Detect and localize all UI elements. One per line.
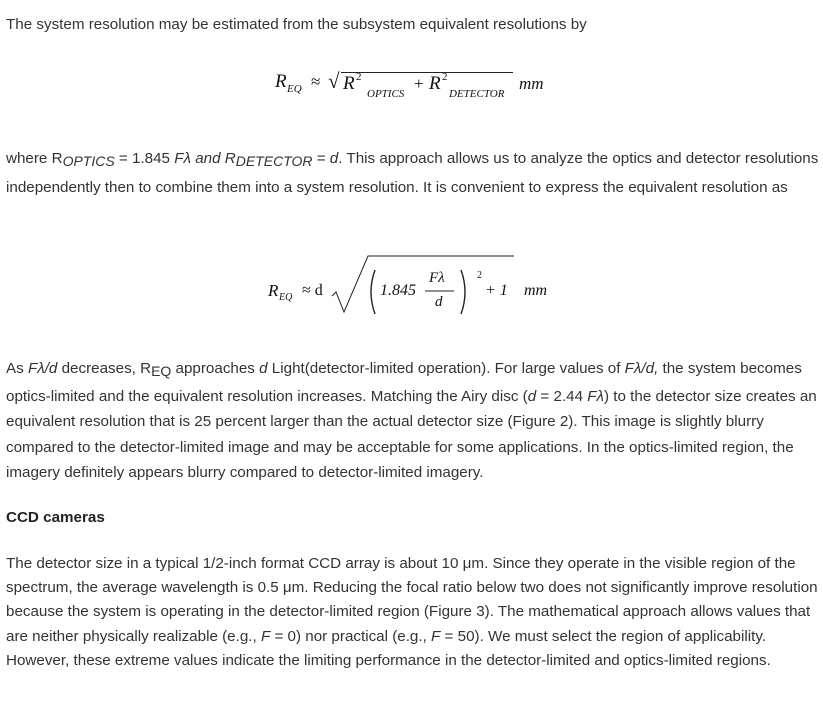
- section-heading-ccd-cameras: CCD cameras: [6, 509, 105, 526]
- equation-equivalent-resolution: [268, 254, 568, 320]
- eq2-unit: mm: [524, 282, 548, 299]
- eq1-lhs-sub: EQ: [287, 83, 302, 95]
- eq1-sub1: OPTICS: [367, 88, 405, 100]
- eq1-unit: mm: [519, 74, 544, 93]
- eq1-term2: R: [429, 73, 441, 94]
- paragraph-optics-detector: where ROPTICS = 1.845 Fλ and RDETECTOR = d. This approach allows us to analyze the optics and detector resolutions independently then to combine them into a system resolution. It is convenient to express the equivalent resolution as: [6, 150, 819, 196]
- eq1-sub2: DETECTOR: [449, 88, 505, 100]
- eq1-vinculum: [341, 72, 513, 73]
- equation-system-resolution: [275, 68, 565, 108]
- eq1-lhs: R: [275, 71, 287, 92]
- eq2-plus-one: + 1: [485, 282, 508, 299]
- eq1-sup1: 2: [356, 71, 362, 83]
- eq2-lhs-sub: EQ: [279, 292, 293, 303]
- eq1-term1: R: [343, 73, 355, 94]
- eq2-approx-d: ≈ d: [302, 282, 323, 299]
- eq1-radical: √: [328, 69, 340, 93]
- eq2-numerator: Fλ: [429, 270, 445, 286]
- eq2-denominator: d: [435, 294, 443, 310]
- intro-paragraph: The system resolution may be estimated from the subsystem equivalent resolutions by: [6, 16, 587, 33]
- paragraph-ccd-cameras: The detector size in a typical 1/2-inch format CCD array is about 10 μm. Since they operate in the visible region of the spectrum, the average wavelength is 0.5 μm. Reducing the focal ratio below two does not significantly improve resolution because the system is operating in the detector-limited region (Figure 3). The mathematical approach allows values that are neither physically realizable (e.g., F = 0) nor practical (e.g., F = 50). We must select the region of applicability. However, these extreme values indicate the limiting performance in the detector-limited and optics-limited regions.: [6, 555, 818, 669]
- eq2-lhs: R: [268, 281, 279, 300]
- eq2-coefficient: 1.845: [380, 282, 416, 299]
- eq1-sup2: 2: [442, 71, 448, 83]
- paragraph-detector-limited: As Fλ/d decreases, REQ approaches d Light(detector-limited operation). For large values of Fλ/d, the system becomes optics-limited and the equivalent resolution increases. Matching the Airy disc (d = 2.44 Fλ) to the detector size creates an equivalent resolution that is 25 percent larger than the actual detector size (Figure 2). This image is slightly blurry compared to the detector-limited image and may be acceptable for some applications. In the optics-limited region, the imagery definitely appears blurry compared to detector-limited imagery.: [6, 360, 817, 481]
- eq1-approx: ≈: [311, 72, 321, 91]
- eq1-plus: +: [414, 74, 424, 93]
- eq2-exponent: 2: [477, 270, 482, 281]
